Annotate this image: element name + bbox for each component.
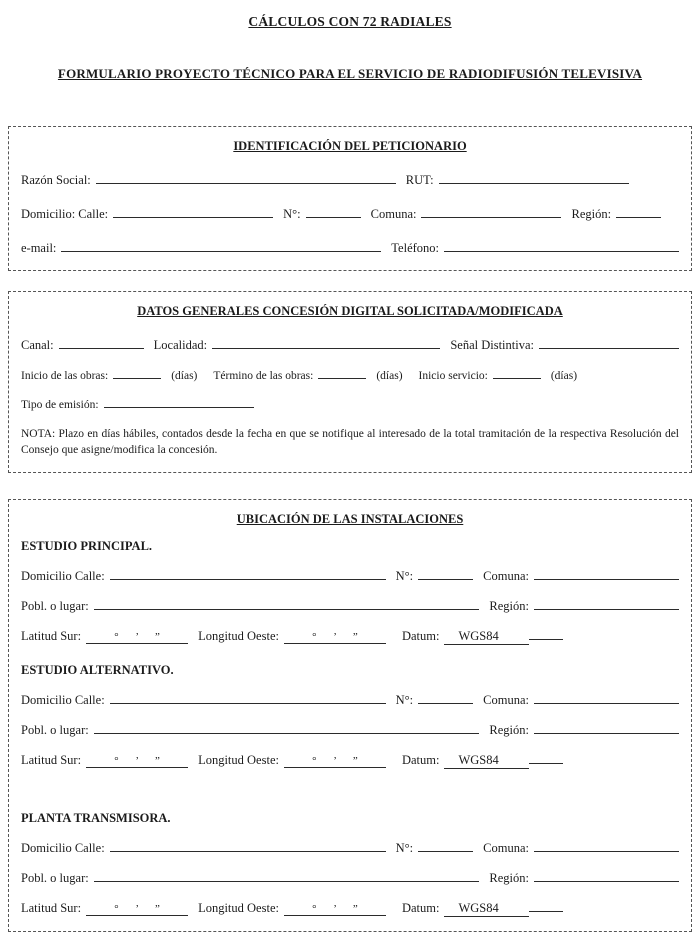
ep-region-blank[interactable] xyxy=(534,597,679,610)
pt-pobl-lugar-blank[interactable] xyxy=(94,869,480,882)
pt-domicilio-calle-blank[interactable] xyxy=(110,839,386,852)
row-domicilio xyxy=(21,205,679,222)
concesion-title: DATOS GENERALES CONCESIÓN DIGITAL SOLICITADA/MODIFICADA xyxy=(137,304,563,318)
telefono-blank[interactable] xyxy=(444,239,679,252)
planta-transmisora-title: PLANTA TRANSMISORA. xyxy=(21,811,171,826)
localidad-blank[interactable] xyxy=(212,336,440,349)
comuna-blank[interactable] xyxy=(421,205,561,218)
ea-domicilio-calle-blank[interactable] xyxy=(110,691,386,704)
datum-label: Datum: xyxy=(401,753,440,768)
inicio-servicio-dias-label: (días) xyxy=(550,370,578,382)
telefono-label: Teléfono: xyxy=(391,241,439,255)
canal-label: Canal: xyxy=(21,338,54,352)
ea-numero-blank[interactable] xyxy=(418,691,473,704)
tipo-emision-label: Tipo de emisión: xyxy=(21,399,99,411)
pobl-lugar-label: Pobl. o lugar: xyxy=(21,723,89,738)
ea-region-blank[interactable] xyxy=(534,721,679,734)
pt-datum-tail-blank[interactable] xyxy=(529,899,563,912)
pobl-lugar-label: Pobl. o lugar: xyxy=(21,599,89,614)
comuna-label: Comuna: xyxy=(370,207,417,221)
latitud-sur-label: Latitud Sur: xyxy=(21,901,82,916)
termino-obras-label: Término de las obras: xyxy=(213,370,314,382)
tipo-emision-blank[interactable] xyxy=(104,395,254,408)
termino-obras-blank[interactable] xyxy=(318,366,366,379)
ep-datum-blank[interactable]: WGS84 xyxy=(444,629,528,645)
region-blank[interactable] xyxy=(616,205,661,218)
ea-row-domicilio xyxy=(21,691,679,708)
ea-row-pobl xyxy=(21,721,679,738)
localidad-label: Localidad: xyxy=(153,338,208,352)
region-label: Región: xyxy=(489,723,529,738)
section-peticionario xyxy=(8,126,692,271)
numero-blank[interactable] xyxy=(306,205,361,218)
domicilio-calle-label: Domicilio Calle: xyxy=(21,693,105,708)
estudio-alternativo-title: ESTUDIO ALTERNATIVO. xyxy=(21,663,174,678)
peticionario-title: IDENTIFICACIÓN DEL PETICIONARIO xyxy=(233,139,467,153)
longitud-oeste-label: Longitud Oeste: xyxy=(198,629,279,644)
ep-longitud-blank[interactable]: ° ’ ” xyxy=(284,631,386,644)
section-ubicacion xyxy=(8,499,692,932)
ea-longitud-blank[interactable]: ° ’ ” xyxy=(284,755,386,768)
row-tipo-emision xyxy=(21,395,679,411)
ea-row-coordenadas xyxy=(21,751,679,769)
doc-subtitle: FORMULARIO PROYECTO TÉCNICO PARA EL SERVICIO DE RADIODIFUSIÓN TELEVISIVA xyxy=(57,66,643,81)
pt-row-coordenadas xyxy=(21,899,679,917)
pt-comuna-blank[interactable] xyxy=(534,839,679,852)
row-plazos xyxy=(21,366,679,382)
inicio-obras-label: Inicio de las obras: xyxy=(21,370,109,382)
pt-row-domicilio xyxy=(21,839,679,856)
ea-datum-blank[interactable]: WGS84 xyxy=(444,753,528,769)
comuna-label: Comuna: xyxy=(483,693,529,708)
domicilio-calle-label: Domicilio: Calle: xyxy=(21,207,109,221)
rut-blank[interactable] xyxy=(439,171,629,184)
doc-title: CÁLCULOS CON 72 RADIALES xyxy=(248,14,452,29)
numero-label: N°: xyxy=(395,693,414,708)
ep-numero-blank[interactable] xyxy=(418,567,473,580)
termino-obras-dias-label: (días) xyxy=(376,370,403,382)
ep-row-coordenadas xyxy=(21,627,679,645)
ea-datum-tail-blank[interactable] xyxy=(529,751,563,764)
datum-label: Datum: xyxy=(401,901,440,916)
ep-pobl-lugar-blank[interactable] xyxy=(94,597,480,610)
ep-row-domicilio xyxy=(21,567,679,584)
email-label: e-mail: xyxy=(21,241,57,255)
nota-text: NOTA: Plazo en días hábiles, contados desde la fecha en que se notifique al interesado de la total tramitación de la respectiva Resolución del Consejo que asigne/modifica la concesión. xyxy=(21,428,679,457)
ubicacion-title: UBICACIÓN DE LAS INSTALACIONES xyxy=(236,512,464,527)
razon-social-label: Razón Social: xyxy=(21,173,91,187)
pt-row-pobl xyxy=(21,869,679,886)
ea-comuna-blank[interactable] xyxy=(534,691,679,704)
razon-social-blank[interactable] xyxy=(96,171,396,184)
pt-numero-blank[interactable] xyxy=(418,839,473,852)
inicio-servicio-blank[interactable] xyxy=(493,366,541,379)
estudio-principal-title: ESTUDIO PRINCIPAL. xyxy=(21,539,153,554)
numero-label: N°: xyxy=(395,841,414,856)
domicilio-calle-label: Domicilio Calle: xyxy=(21,841,105,856)
region-label: Región: xyxy=(489,599,529,614)
ep-datum-tail-blank[interactable] xyxy=(529,627,563,640)
pt-region-blank[interactable] xyxy=(534,869,679,882)
region-label: Región: xyxy=(489,871,529,886)
row-canal xyxy=(21,336,679,353)
latitud-sur-label: Latitud Sur: xyxy=(21,629,82,644)
ep-row-pobl xyxy=(21,597,679,614)
pobl-lugar-label: Pobl. o lugar: xyxy=(21,871,89,886)
comuna-label: Comuna: xyxy=(483,569,529,584)
comuna-label: Comuna: xyxy=(483,841,529,856)
latitud-sur-label: Latitud Sur: xyxy=(21,753,82,768)
inicio-servicio-label: Inicio servicio: xyxy=(418,370,488,382)
numero-label: N°: xyxy=(283,207,301,221)
domicilio-calle-label: Domicilio Calle: xyxy=(21,569,105,584)
senal-distintiva-blank[interactable] xyxy=(539,336,679,349)
datum-label: Datum: xyxy=(401,629,440,644)
domicilio-calle-blank[interactable] xyxy=(113,205,273,218)
ea-pobl-lugar-blank[interactable] xyxy=(94,721,480,734)
pt-latitud-blank[interactable]: ° ’ ” xyxy=(86,903,188,916)
inicio-obras-dias-label: (días) xyxy=(171,370,198,382)
ep-comuna-blank[interactable] xyxy=(534,567,679,580)
numero-label: N°: xyxy=(395,569,414,584)
section-concesion xyxy=(8,291,692,473)
canal-blank[interactable] xyxy=(59,336,144,349)
longitud-oeste-label: Longitud Oeste: xyxy=(198,753,279,768)
ep-domicilio-calle-blank[interactable] xyxy=(110,567,386,580)
ep-latitud-blank[interactable]: ° ’ ” xyxy=(86,631,188,644)
row-razon-social xyxy=(21,171,679,188)
pt-datum-blank[interactable]: WGS84 xyxy=(444,901,528,917)
region-label: Región: xyxy=(571,207,612,221)
ea-latitud-blank[interactable]: ° ’ ” xyxy=(86,755,188,768)
pt-longitud-blank[interactable]: ° ’ ” xyxy=(284,903,386,916)
rut-label: RUT: xyxy=(405,173,434,187)
senal-distintiva-label: Señal Distintiva: xyxy=(450,338,534,352)
inicio-obras-blank[interactable] xyxy=(113,366,161,379)
longitud-oeste-label: Longitud Oeste: xyxy=(198,901,279,916)
row-email xyxy=(21,239,679,256)
email-blank[interactable] xyxy=(61,239,381,252)
